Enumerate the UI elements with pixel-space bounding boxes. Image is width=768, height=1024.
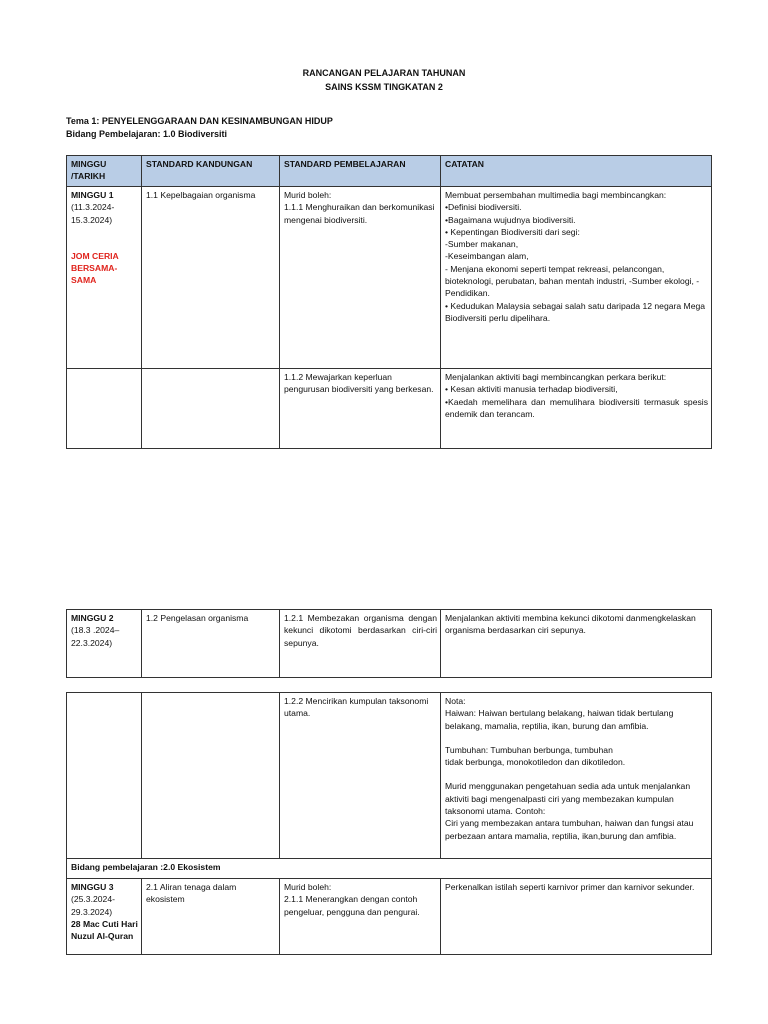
empty-cell [67, 369, 142, 449]
week2-date: (18.3 .2024–22.3.2024) [71, 625, 120, 648]
nota-tumbuhan-2: tidak berbunga, monokotiledon dan dikotiledon. [445, 757, 626, 768]
week1-sp-text: 1.1.1 Menghuraikan dan berkomunikasi mengenai biodiversiti. [284, 202, 435, 225]
row122-catatan [441, 693, 712, 859]
learning-area-2: Bidang pembelajaran :2.0 Ekosistem [67, 859, 712, 879]
week3-catatan: Perkenalkan istilah seperti karnivor primer dan karnivor sekunder. [441, 879, 712, 955]
week1-catatan [441, 187, 712, 369]
week1-sp-intro: Murid boleh: [284, 190, 332, 200]
catatan-line: • Kesan aktiviti manusia terhadap biodiversiti, [445, 384, 618, 395]
week2-sk: 1.2 Pengelasan organisma [142, 610, 280, 678]
lesson-table-2 [66, 609, 712, 678]
nota-murid: Murid menggunakan pengetahuan sedia ada untuk menjalankan aktiviti bagi mengenalpasti ciri yang membezakan kumpulan taksonomi utama. Contoh: [445, 781, 691, 817]
empty-cell [67, 693, 142, 859]
week2-label: MINGGU 2 [71, 613, 114, 623]
week3-label: MINGGU 3 [71, 882, 114, 892]
week1-label: MINGGU 1 [71, 190, 114, 200]
week3-sk: 2.1 Aliran tenaga dalam ekosistem [142, 879, 280, 955]
week3-cell [67, 879, 142, 955]
row122-sp: 1.2.2 Mencirikan kumpulan taksonomi utama. [280, 693, 441, 859]
week2-sp: 1.2.1 Membezakan organisma dengan kekunci dikotomi berdasarkan ciri-ciri sepunya. [280, 610, 441, 678]
empty-cell [142, 369, 280, 449]
header-catatan: CATATAN [441, 156, 712, 187]
theme-line: Tema 1: PENYELENGGARAAN DAN KESINAMBUNGAN HIDUP [66, 116, 333, 126]
catatan-line: Membuat persembahan multimedia bagi membincangkan: [445, 190, 667, 200]
header-minggu: MINGGU /TARIKH [67, 156, 142, 187]
nota-label: Nota: [445, 696, 466, 706]
catatan-line: -Keseimbangan alam, [445, 251, 529, 262]
nota-contoh: Ciri yang membezakan antara tumbuhan, haiwan dan fungsi atau perbezaan antara mamalia, reptilia, ikan,burung dan amfibia. [445, 818, 694, 841]
row112-sp: 1.1.2 Mewajarkan keperluan pengurusan biodiversiti yang berkesan. [280, 369, 441, 449]
document-title: RANCANGAN PELAJARAN TAHUNAN [302, 68, 466, 78]
header-standard-kandungan: STANDARD KANDUNGAN [142, 156, 280, 187]
lesson-table-1 [66, 155, 712, 449]
week3-sp-intro: Murid boleh: [284, 882, 332, 892]
nota-tumbuhan-1: Tumbuhan: Tumbuhan berbunga, tumbuhan [445, 744, 613, 755]
row112-catatan [441, 369, 712, 449]
week1-date: (11.3.2024-15.3.2024) [71, 202, 115, 225]
week1-sk: 1.1 Kepelbagaian organisma [142, 187, 280, 369]
catatan-line: - Menjana ekonomi seperti tempat rekreasi, pelancongan, bioteknologi, perubatan, bahan mentah industri, -Sumber ekologi, -Pendidikan. [445, 263, 700, 299]
week2-catatan: Menjalankan aktiviti membina kekunci dikotomi danmengkelaskan organisma berdasarkan ciri sepunya. [441, 610, 712, 678]
week2-cell [67, 610, 142, 678]
lesson-table-3 [66, 692, 712, 955]
week3-date: (25.3.2024-29.3.2024) [71, 894, 115, 917]
catatan-line: • Kedudukan Malaysia sebagai salah satu daripada 12 negara Mega Biodiversiti perlu dipelihara. [445, 300, 706, 323]
document-subtitle: SAINS KSSM TINGKATAN 2 [325, 82, 443, 92]
catatan-line: •Definisi biodiversiti. [445, 202, 522, 213]
week3-holiday: 28 Mac Cuti Hari Nuzul Al-Quran [71, 918, 138, 942]
learning-area-line: Bidang Pembelajaran: 1.0 Biodiversiti [66, 129, 228, 139]
catatan-line: •Bagaimana wujudnya biodiversiti. [445, 214, 576, 225]
week1-note: JOM CERIA BERSAMA-SAMA [71, 250, 119, 286]
catatan-line: Menjalankan aktiviti bagi membincangkan perkara berikut: [445, 372, 667, 382]
catatan-line: • Kepentingan Biodiversiti dari segi: [445, 226, 580, 237]
nota-haiwan: Haiwan: Haiwan bertulang belakang, haiwan tidak bertulang belakang, mamalia, reptilia, ikan, burung dan amfibia. [445, 708, 674, 731]
empty-cell [142, 693, 280, 859]
catatan-line: •Kaedah memelihara dan memulihara biodiversiti termasuk spesis endemik dan terancam. [445, 396, 708, 419]
header-standard-pembelajaran: STANDARD PEMBELAJARAN [280, 156, 441, 187]
week3-sp [280, 879, 441, 955]
week1-sp [280, 187, 441, 369]
week3-sp-text: 2.1.1 Menerangkan dengan contoh pengeluar, pengguna dan pengurai. [284, 894, 420, 917]
week1-cell [67, 187, 142, 369]
catatan-line: -Sumber makanan, [445, 239, 519, 250]
